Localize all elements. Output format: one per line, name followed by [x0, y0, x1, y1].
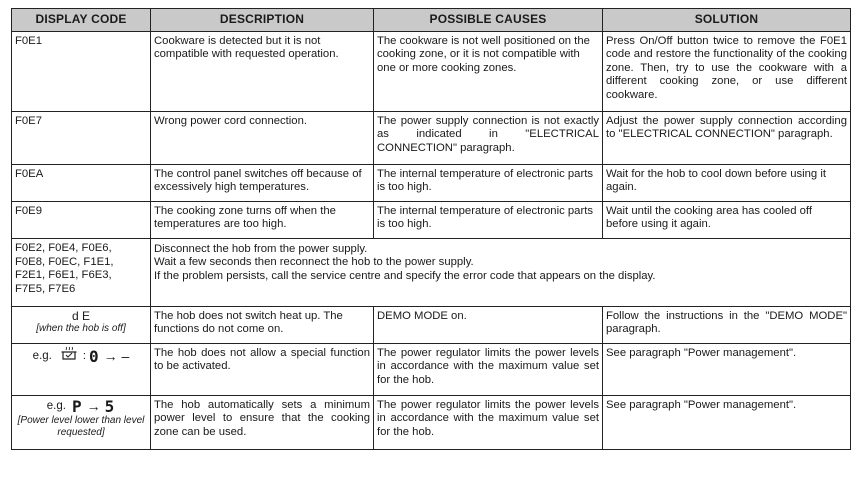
- code-cell: [12, 307, 151, 344]
- code-cell: F0EA: [12, 165, 151, 202]
- instruction-line: If the problem persists, call the service centre and specify the error code that appears on the display.: [154, 269, 656, 282]
- code-cell: [12, 344, 151, 396]
- code-line: F7E5, F7E6: [15, 282, 76, 295]
- description-cell: Cookware is detected but it is not compatible with requested operation.: [151, 32, 374, 112]
- causes-cell: The internal temperature of electronic parts is too high.: [374, 165, 603, 202]
- segment-to: 5: [104, 397, 116, 416]
- header-possible-causes: POSSIBLE CAUSES: [374, 9, 603, 32]
- solution-cell: Wait for the hob to cool down before using it again.: [603, 165, 851, 202]
- description-cell: The hob does not switch heat up. The functions do not come on.: [151, 307, 374, 344]
- segment-digit: 0: [89, 346, 100, 366]
- special-function-code: [33, 347, 130, 365]
- table-row-multi-code: [12, 239, 851, 307]
- causes-cell: The power regulator limits the power levels in accordance with the maximum value set for the hob.: [374, 396, 603, 450]
- colon: :: [82, 349, 86, 362]
- code-cell: F0E1: [12, 32, 151, 112]
- causes-cell: The power supply connection is not exactly as indicated in "ELECTRICAL CONNECTION" paragraph.: [374, 112, 603, 165]
- instruction-line: Disconnect the hob from the power supply.: [154, 243, 368, 255]
- code-line: F0E2, F0E4, F0E6,: [15, 242, 112, 254]
- solution-cell: See paragraph "Power management".: [603, 344, 851, 396]
- power-level-note: [Power level lower than level requested]: [17, 415, 145, 439]
- solution-cell: Press On/Off button twice to remove the F0E1 code and restore the functionality of the cooking zone. Then, try to use the cookware with a different cooking zone, or use different cookware.: [603, 32, 851, 112]
- code-cell: F0E9: [12, 202, 151, 239]
- eg-label: e.g.: [32, 349, 52, 362]
- header-description: DESCRIPTION: [151, 9, 374, 32]
- causes-cell: The internal temperature of electronic parts is too high.: [374, 202, 603, 239]
- description-cell: The hob does not allow a special function to be activated.: [151, 344, 374, 396]
- code-cell: [12, 396, 151, 450]
- code-line: F0E8, F0EC, F1E1,: [15, 255, 114, 268]
- description-cell: Wrong power cord connection.: [151, 112, 374, 165]
- code-list-cell: [12, 239, 151, 307]
- segment-from: P: [71, 397, 83, 416]
- code-line: F2E1, F6E1, F6E3,: [15, 269, 112, 282]
- table-row: [12, 202, 851, 239]
- merged-instructions-cell: [151, 239, 851, 307]
- solution-cell: Follow the instructions in the "DEMO MODE" paragraph.: [603, 307, 851, 344]
- pot-icon: [61, 347, 77, 365]
- description-cell: The cooking zone turns off when the temperatures are too high.: [151, 202, 374, 239]
- table-row: [12, 307, 851, 344]
- table-row: [12, 32, 851, 112]
- arrow-icon: →: [86, 398, 101, 414]
- causes-cell: The cookware is not well positioned on the cooking zone, or it is not compatible with one or more cooking zones.: [374, 32, 603, 112]
- instruction-line: Wait a few seconds then reconnect the hob to the power supply.: [154, 256, 474, 269]
- description-cell: The hob automatically sets a minimum power level to ensure that the cooking zone can be used.: [151, 396, 374, 450]
- table-row: [12, 396, 851, 450]
- causes-cell: The power regulator limits the power levels in accordance with the maximum value set for the hob.: [374, 344, 603, 396]
- demo-code-note: [when the hob is off]: [36, 323, 126, 335]
- arrow-icon: → –: [103, 347, 130, 364]
- description-cell: The control panel switches off because of excessively high temperatures.: [151, 165, 374, 202]
- solution-cell: Wait until the cooking area has cooled off before using it again.: [603, 202, 851, 239]
- error-codes-table: [11, 8, 851, 450]
- power-level-code: [46, 397, 116, 416]
- demo-code: d E: [71, 309, 90, 323]
- table-row: [12, 165, 851, 202]
- table-row: [12, 344, 851, 396]
- table-header-row: [12, 9, 851, 32]
- header-display-code: DISPLAY CODE: [12, 9, 151, 32]
- header-solution: SOLUTION: [603, 9, 851, 32]
- solution-cell: Adjust the power supply connection according to "ELECTRICAL CONNECTION" paragraph.: [603, 112, 851, 165]
- code-cell: F0E7: [12, 112, 151, 165]
- causes-cell: DEMO MODE on.: [374, 307, 603, 344]
- eg-label: e.g.: [46, 400, 66, 412]
- table-row: [12, 112, 851, 165]
- solution-cell: See paragraph "Power management".: [603, 396, 851, 450]
